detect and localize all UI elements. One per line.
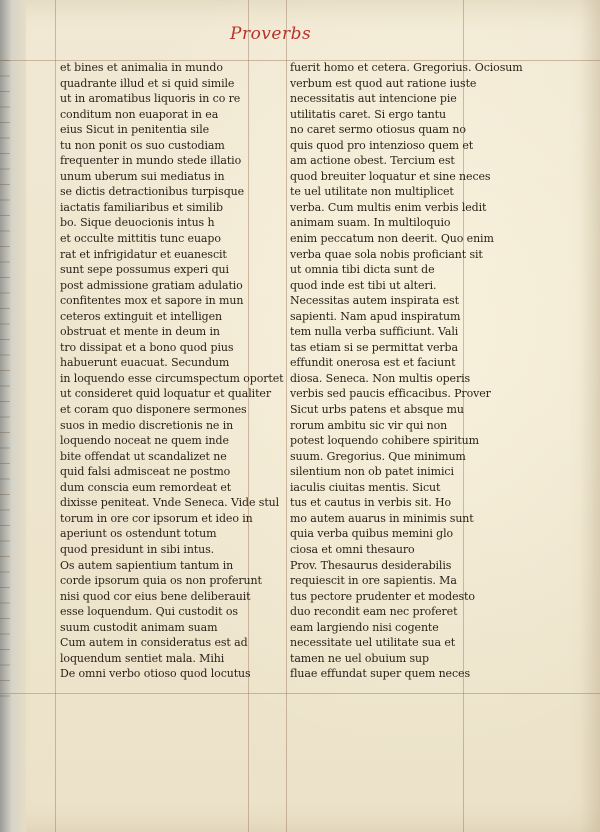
text-line: enim peccatum non deerit. Quo enim bbox=[290, 232, 494, 246]
text-line: iaculis ciuitas mentis. Sicut bbox=[290, 480, 441, 494]
text-line: nisi quod cor eius bene deliberauit bbox=[60, 589, 251, 603]
text-line: sunt sepe possumus experi qui bbox=[60, 263, 229, 277]
text-line: in loquendo esse circumspectum oportet bbox=[60, 371, 284, 385]
text-line: verba quae sola nobis proficiant sit bbox=[290, 247, 483, 261]
text-line: eam largiendo nisi cogente bbox=[290, 620, 439, 634]
text-line: potest loquendo cohibere spiritum bbox=[290, 434, 479, 448]
text-line: quod inde est tibi ut alteri. bbox=[290, 278, 437, 292]
text-line: obstruat et mente in deum in bbox=[60, 325, 220, 339]
text-line: rorum ambitu sic vir qui non bbox=[290, 418, 448, 432]
text-line: verbis sed paucis efficacibus. Prover bbox=[290, 387, 491, 401]
text-line: eius Sicut in penitentia sile bbox=[60, 123, 210, 137]
text-line: Necessitas autem inspirata est bbox=[290, 294, 459, 308]
text-column-right bbox=[290, 60, 523, 682]
text-line: tamen ne uel obuium sup bbox=[290, 651, 429, 665]
text-line: ceteros extinguit et intelligen bbox=[60, 309, 222, 323]
running-head: Proverbs bbox=[230, 24, 312, 44]
text-line: bite offendat ut scandalizet ne bbox=[60, 449, 227, 463]
text-line: fuerit homo et cetera. Gregorius. Ociosum bbox=[290, 61, 523, 74]
text-line: quod breuiter loquatur et sine neces bbox=[290, 169, 491, 183]
text-line: verba. Cum multis enim verbis ledit bbox=[290, 200, 487, 214]
text-line: necessitate uel utilitate sua et bbox=[290, 636, 456, 650]
text-line: Prov. Thesaurus desiderabilis bbox=[290, 558, 452, 572]
text-line: tro dissipat et a bono quod pius bbox=[60, 340, 234, 354]
text-line: se dictis detractionibus turpisque bbox=[60, 185, 245, 199]
text-line: et bines et animalia in mundo bbox=[60, 61, 223, 74]
text-line: bo. Sique deuocionis intus h bbox=[60, 216, 215, 230]
text-line: tas etiam si se permittat verba bbox=[290, 340, 458, 354]
text-line: fluae effundat super quem neces bbox=[290, 667, 470, 681]
text-line: utilitatis caret. Si ergo tantu bbox=[290, 107, 446, 121]
text-line: et occulte mittitis tunc euapo bbox=[60, 232, 221, 246]
text-line: requiescit in ore sapientis. Ma bbox=[290, 574, 457, 588]
text-line: quis quod pro intenzioso quem et bbox=[290, 138, 474, 152]
text-line: et coram quo disponere sermones bbox=[60, 403, 247, 417]
text-line: Cum autem in consideratus est ad bbox=[60, 636, 248, 650]
text-line: rat et infrigidatur et euanescit bbox=[60, 247, 227, 261]
text-line: ut in aromatibus liquoris in co re bbox=[60, 92, 241, 106]
text-line: mo autem auarus in minimis sunt bbox=[290, 511, 474, 525]
right-edge-shading bbox=[580, 0, 600, 832]
text-line: te uel utilitate non multiplicet bbox=[290, 185, 454, 199]
text-line: tus et cautus in verbis sit. Ho bbox=[290, 496, 451, 510]
text-line: suum. Gregorius. Que minimum bbox=[290, 449, 466, 463]
ruling-line-bottom bbox=[0, 693, 600, 694]
text-line: no caret sermo otiosus quam no bbox=[290, 123, 466, 137]
text-line: quid falsi admisceat ne postmo bbox=[60, 465, 231, 479]
text-line: dixisse peniteat. Vnde Seneca. Vide stul bbox=[60, 496, 280, 510]
text-line: tus pectore prudenter et modesto bbox=[290, 589, 475, 603]
text-line: frequenter in mundo stede illatio bbox=[60, 154, 242, 168]
text-line: loquendum sentiet mala. Mihi bbox=[60, 651, 225, 665]
text-line: tu non ponit os suo custodiam bbox=[60, 138, 225, 152]
text-line: quadrante illud et si quid simile bbox=[60, 76, 235, 90]
text-line: effundit onerosa est et faciunt bbox=[290, 356, 456, 370]
text-line: Os autem sapientium tantum in bbox=[60, 558, 234, 572]
text-line: esse loquendum. Qui custodit os bbox=[60, 605, 238, 619]
text-line: necessitatis aut intencione pie bbox=[290, 92, 457, 106]
show-through-ink bbox=[0, 60, 10, 700]
text-line: quod presidunt in sibi intus. bbox=[60, 542, 215, 556]
text-line: quia verba quibus memini glo bbox=[290, 527, 454, 541]
text-line: corde ipsorum quia os non proferunt bbox=[60, 574, 262, 588]
text-line: torum in ore cor ipsorum et ideo in bbox=[60, 511, 253, 525]
text-line: aperiunt os ostendunt totum bbox=[60, 527, 217, 541]
text-line: dum conscia eum remordeat et bbox=[60, 480, 232, 494]
text-line: ciosa et omni thesauro bbox=[290, 542, 415, 556]
text-line: animam suam. In multiloquio bbox=[290, 216, 451, 230]
text-line: duo recondit eam nec proferet bbox=[290, 605, 458, 619]
text-line: silentium non ob patet inimici bbox=[290, 465, 454, 479]
text-line: habuerunt euacuat. Secundum bbox=[60, 356, 230, 370]
text-line: tem nulla verba sufficiunt. Vali bbox=[290, 325, 459, 339]
text-line: diosa. Seneca. Non multis operis bbox=[290, 371, 471, 385]
text-line: iactatis familiaribus et similib bbox=[60, 200, 223, 214]
text-line: De omni verbo otioso quod locutus bbox=[60, 667, 251, 681]
text-line: sapienti. Nam apud inspiratum bbox=[290, 309, 461, 323]
text-line: unum uberum sui mediatus in bbox=[60, 169, 225, 183]
ruling-line-right-outer bbox=[286, 0, 287, 832]
text-line: post admissione gratiam adulatio bbox=[60, 278, 243, 292]
ruling-line-left-outer bbox=[55, 0, 56, 832]
text-line: conditum non euaporat in ea bbox=[60, 107, 219, 121]
text-line: Sicut urbs patens et absque mu bbox=[290, 403, 464, 417]
ruling-line-left-inner bbox=[248, 0, 249, 832]
text-line: am actione obest. Tercium est bbox=[290, 154, 455, 168]
text-line: ut consideret quid loquatur et qualiter bbox=[60, 387, 271, 401]
text-line: loquendo noceat ne quem inde bbox=[60, 434, 229, 448]
text-line: suum custodit animam suam bbox=[60, 620, 218, 634]
text-line: suos in medio discretionis ne in bbox=[60, 418, 234, 432]
text-line: confitentes mox et sapore in mun bbox=[60, 294, 244, 308]
text-column-left bbox=[60, 60, 284, 682]
text-line: ut omnia tibi dicta sunt de bbox=[290, 263, 435, 277]
text-line: verbum est quod aut ratione iuste bbox=[290, 76, 477, 90]
